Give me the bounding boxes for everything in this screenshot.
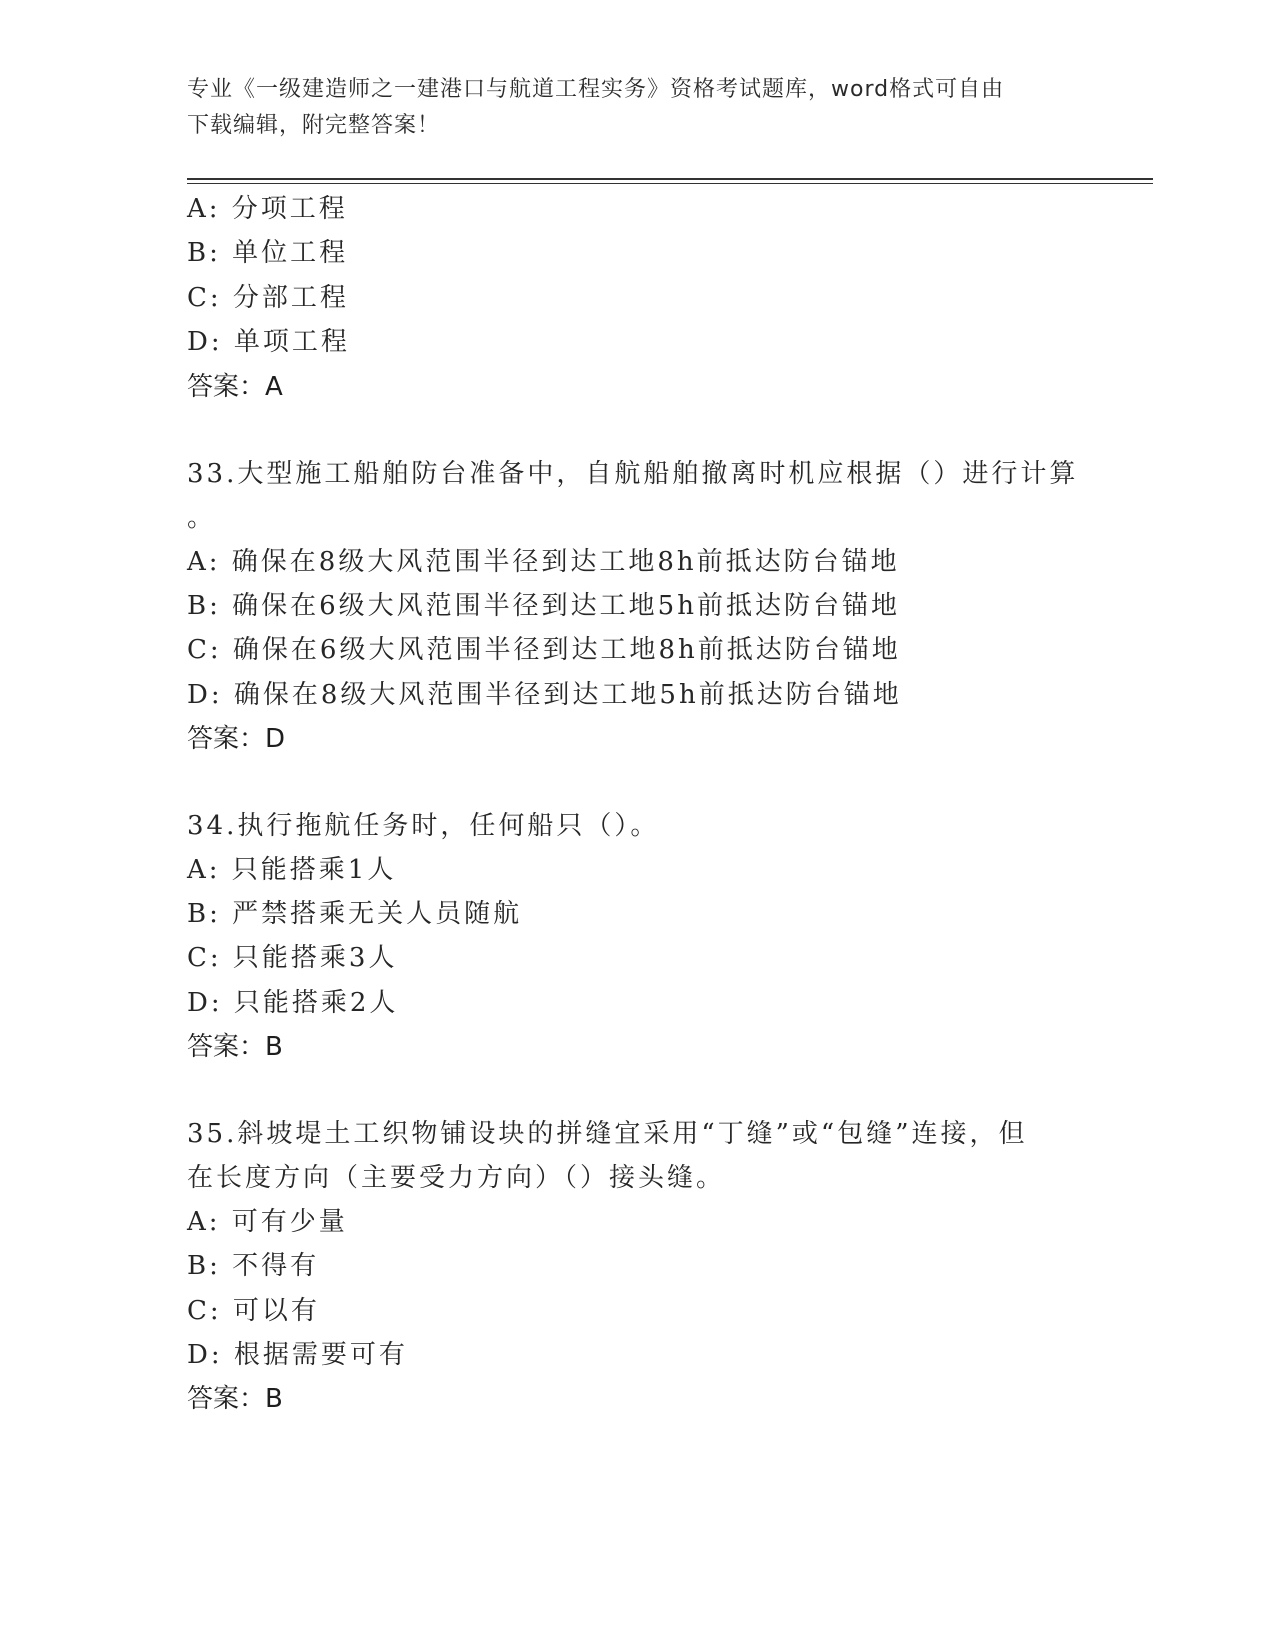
q32-answer: 答案：A	[187, 372, 283, 402]
q34-option-a: A: 只能搭乘1人	[187, 855, 397, 885]
q34-option-b: B: 严禁搭乘无关人员随航	[187, 899, 523, 929]
document-header	[187, 72, 1087, 144]
q33-option-b: B: 确保在6级大风范围半径到达工地5h前抵达防台锚地	[187, 591, 900, 621]
q33-option-d: D: 确保在8级大风范围半径到达工地5h前抵达防台锚地	[187, 680, 902, 710]
q34-stem: 34.执行拖航任务时，任何船只（）。	[187, 811, 660, 841]
q32-option-b: B: 单位工程	[187, 238, 349, 268]
header-line-1: 专业《一级建造师之一建港口与航道工程实务》资格考试题库，word格式可自由	[187, 77, 1005, 102]
q33-option-c: C: 确保在6级大风范围半径到达工地8h前抵达防台锚地	[187, 635, 901, 665]
q35-option-c: C: 可以有	[187, 1296, 320, 1326]
q32-option-c: C: 分部工程	[187, 283, 349, 313]
q33-stem-line-1: 33.大型施工船舶防台准备中，自航船舶撤离时机应根据（）进行计算	[187, 459, 1079, 489]
q34-option-c: C: 只能搭乘3人	[187, 943, 398, 973]
q35-option-b: B: 不得有	[187, 1251, 320, 1281]
q33-answer: 答案：D	[187, 724, 286, 754]
q33-option-a: A: 确保在8级大风范围半径到达工地8h前抵达防台锚地	[187, 547, 900, 577]
q35-option-a: A: 可有少量	[187, 1207, 348, 1237]
q35-stem-line-2: 在长度方向（主要受力方向）（）接头缝。	[187, 1163, 726, 1193]
q32-option-d: D: 单项工程	[187, 327, 350, 357]
q32-option-a: A: 分项工程	[187, 194, 348, 224]
q34-option-d: D: 只能搭乘2人	[187, 988, 399, 1018]
header-line-2: 下载编辑，附完整答案！	[187, 113, 441, 138]
q35-option-d: D: 根据需要可有	[187, 1340, 408, 1370]
q33-stem-line-2: 。	[187, 503, 217, 533]
q35-stem-line-1: 35.斜坡堤土工织物铺设块的拼缝宜采用“丁缝”或“包缝”连接，但	[187, 1119, 1028, 1149]
header-divider-thin	[187, 183, 1153, 184]
q34-answer: 答案：B	[187, 1032, 283, 1062]
header-divider-thick	[187, 178, 1153, 180]
q35-answer: 答案：B	[187, 1384, 283, 1414]
